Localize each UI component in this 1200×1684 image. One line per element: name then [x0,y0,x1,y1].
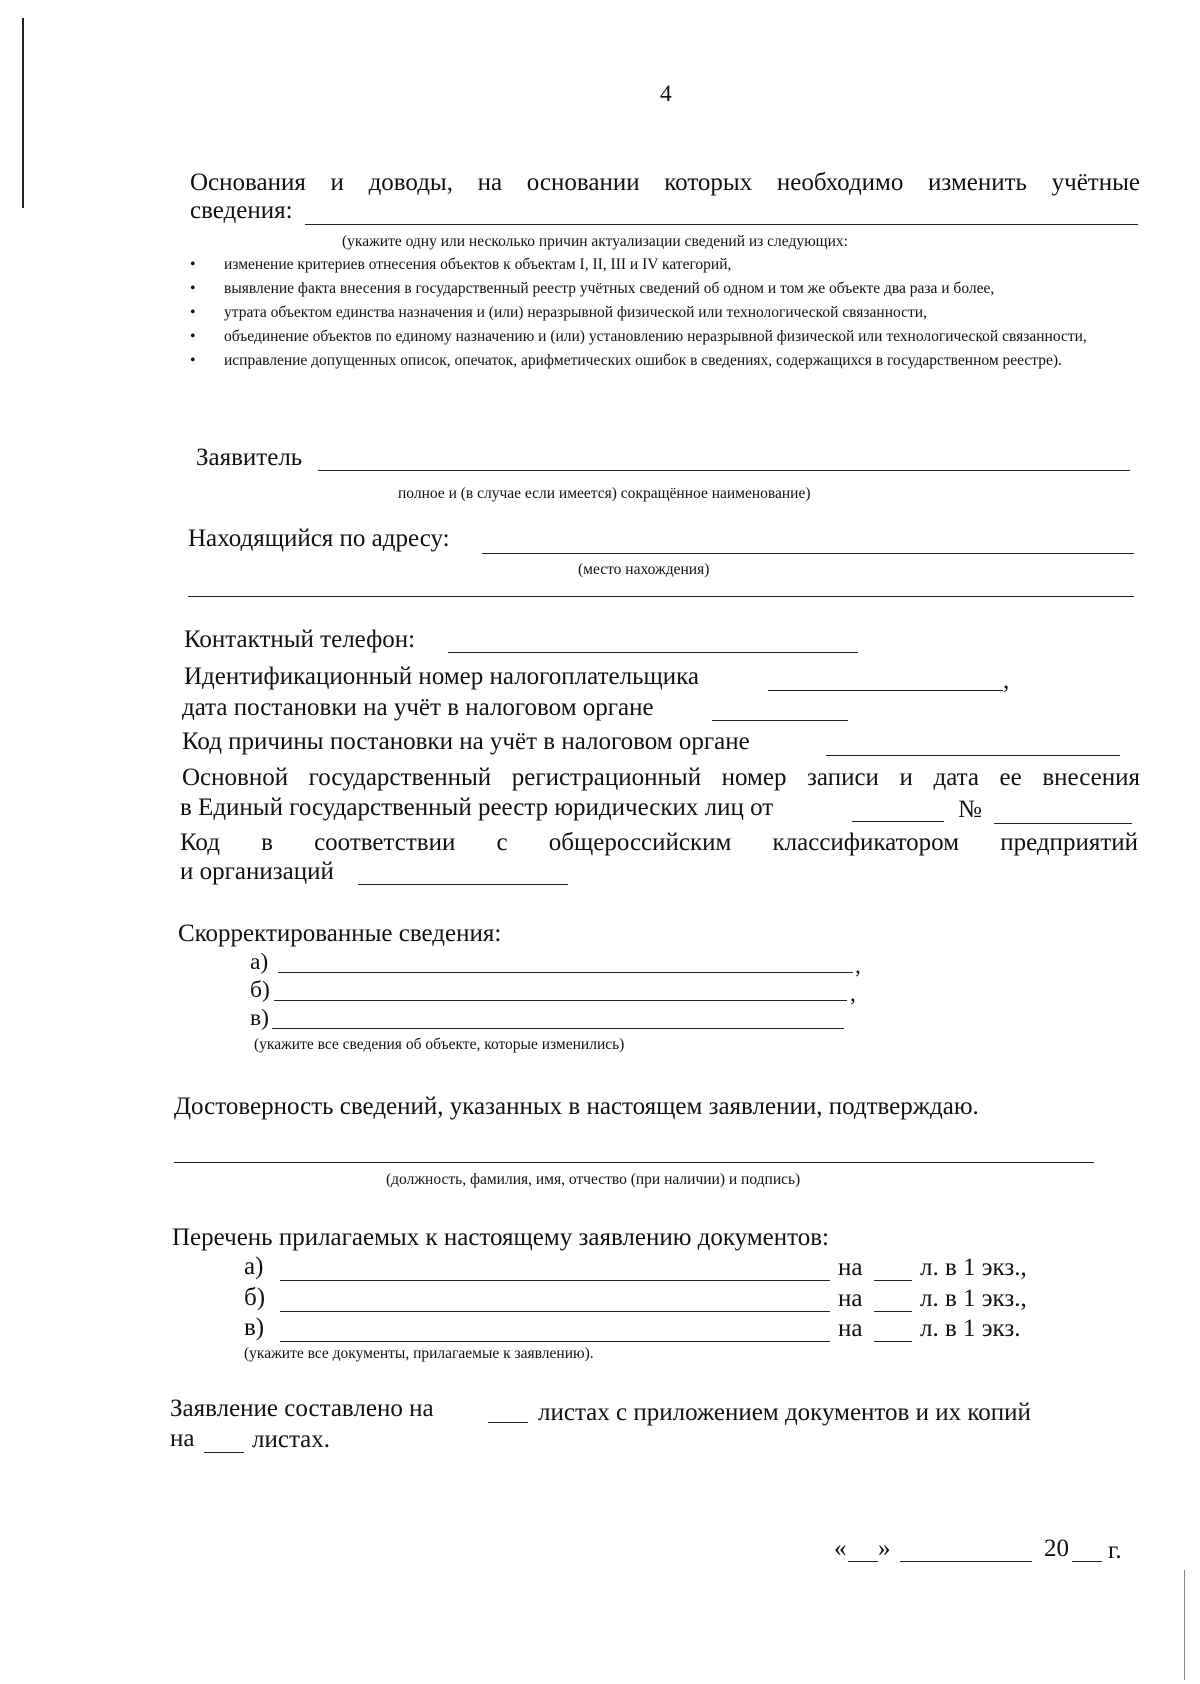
corrected-hint: (укажите все сведения об объекте, которые изменились) [254,1036,625,1053]
corrected-comma-b: , [850,981,856,1007]
document-sheets-a: л. в 1 экз., [920,1254,1027,1281]
date-day-field[interactable] [848,1561,878,1562]
date-year-suffix: г. [1108,1537,1122,1564]
summary-sheets-field[interactable] [488,1422,528,1423]
applicant-field[interactable] [318,470,1130,471]
document-sheets-field-c[interactable] [874,1341,912,1342]
signature-hint: (должность, фамилия, имя, отчество (при наличии) и подпись) [386,1171,801,1188]
documents-label: Перечень прилагаемых к настоящему заявлению документов: [172,1224,829,1251]
document-sheets-b: л. в 1 экз., [920,1285,1027,1312]
ogrn-line-2: в Единый государственный реестр юридических лиц от [180,794,774,821]
document-field-b[interactable] [280,1311,830,1312]
reg-date-label: дата постановки на учёт в налоговом органе [182,694,654,721]
scan-edge-right [1184,1570,1185,1680]
grounds-field[interactable] [305,224,1138,225]
reason-item: • утрата объектом единства назначения и (или) неразрывной физической или технологической связанности, [190,303,1140,322]
address-field-2[interactable] [188,596,1134,597]
date-month-field[interactable] [900,1561,1032,1562]
corrected-comma-a: , [855,953,861,979]
kpp-label: Код причины постановки на учёт в налоговом органе [182,728,750,755]
confirm-text: Достоверность сведений, указанных в настоящем заявлении, подтверждаю. [174,1093,979,1120]
corrected-field-c[interactable] [272,1028,844,1029]
applicant-hint: полное и (в случае если имеется) сокращённое наименование) [398,485,811,502]
phone-label: Контактный телефон: [184,626,416,653]
document-sheets-field-b[interactable] [874,1311,912,1312]
grounds-line-1: Основания и доводы, на основании которых необходимо изменить учётные [190,169,1140,196]
address-field[interactable] [482,553,1134,554]
document-on-b: на [838,1285,863,1312]
corrected-field-b[interactable] [274,1000,847,1001]
summary-part-2: листах с приложением документов и их копий [538,1399,1031,1426]
reg-date-field[interactable] [712,720,848,721]
reason-item: • объединение объектов по единому назначению и (или) установлению неразрывной физической или технологической связанности, [190,327,1140,346]
corrected-item-a: а) [250,949,269,975]
inn-field[interactable] [768,690,1003,691]
corrected-label: Скорректированные сведения: [178,920,502,947]
document-field-a[interactable] [280,1280,830,1281]
phone-field[interactable] [448,652,858,653]
page-number: 4 [660,81,672,107]
scan-edge-left [22,18,24,208]
document-item-b: б) [244,1284,266,1311]
applicant-label: Заявитель [196,444,303,471]
document-on-a: на [838,1254,863,1281]
summary-part-4: листах. [252,1426,331,1453]
ogrn-line-1: Основной государственный регистрационный номер записи и дата ее внесения [182,764,1140,791]
corrected-item-b: б) [250,977,270,1003]
grounds-hint: (укажите одну или несколько причин актуализации сведений из следующих: [342,233,848,250]
ogrn-date-field[interactable] [852,821,944,822]
document-field-c[interactable] [280,1341,830,1342]
grounds-reasons-list [190,255,1140,375]
summary-part-1: Заявление составлено на [170,1395,434,1422]
date-close-quote: » [878,1535,891,1562]
address-hint: (место нахождения) [578,561,710,578]
inn-comma: , [1003,667,1010,694]
okpo-line-2: и организаций [180,858,334,885]
date-open-quote: « [834,1535,847,1562]
inn-label: Идентификационный номер налогоплательщика [184,663,700,690]
document-item-a: а) [244,1253,264,1280]
reason-item: • исправление допущенных описок, опечаток, арифметических ошибок в сведениях, содержащихся в государственном реестре). [190,351,1140,370]
summary-sheets-field-2[interactable] [204,1452,244,1453]
document-sheets-c: л. в 1 экз. [920,1315,1021,1342]
ogrn-number-field[interactable] [994,823,1132,824]
corrected-field-a[interactable] [278,972,853,973]
document-on-c: на [838,1315,863,1342]
okpo-line-1: Код в соответствии с общероссийским классификатором предприятий [180,829,1138,856]
signature-field[interactable] [174,1162,1094,1163]
summary-part-3: на [170,1425,195,1452]
kpp-field[interactable] [826,755,1120,756]
date-year-prefix: 20 [1044,1535,1069,1562]
okpo-field[interactable] [358,884,568,885]
document-sheets-field-a[interactable] [874,1280,912,1281]
documents-hint: (укажите все документы, прилагаемые к заявлению). [244,1345,594,1362]
ogrn-number-sign: № [958,796,982,823]
address-label: Находящийся по адресу: [188,525,450,552]
date-year-field[interactable] [1072,1561,1102,1562]
document-item-c: в) [244,1314,265,1341]
reason-item: • изменение критериев отнесения объектов к объектам I, II, III и IV категорий, [190,255,1140,274]
reason-item: • выявление факта внесения в государственный реестр учётных сведений об одном и том же объекте два раза и более, [190,279,1140,298]
corrected-item-c: в) [250,1005,269,1031]
grounds-line-2: сведения: [190,197,293,224]
